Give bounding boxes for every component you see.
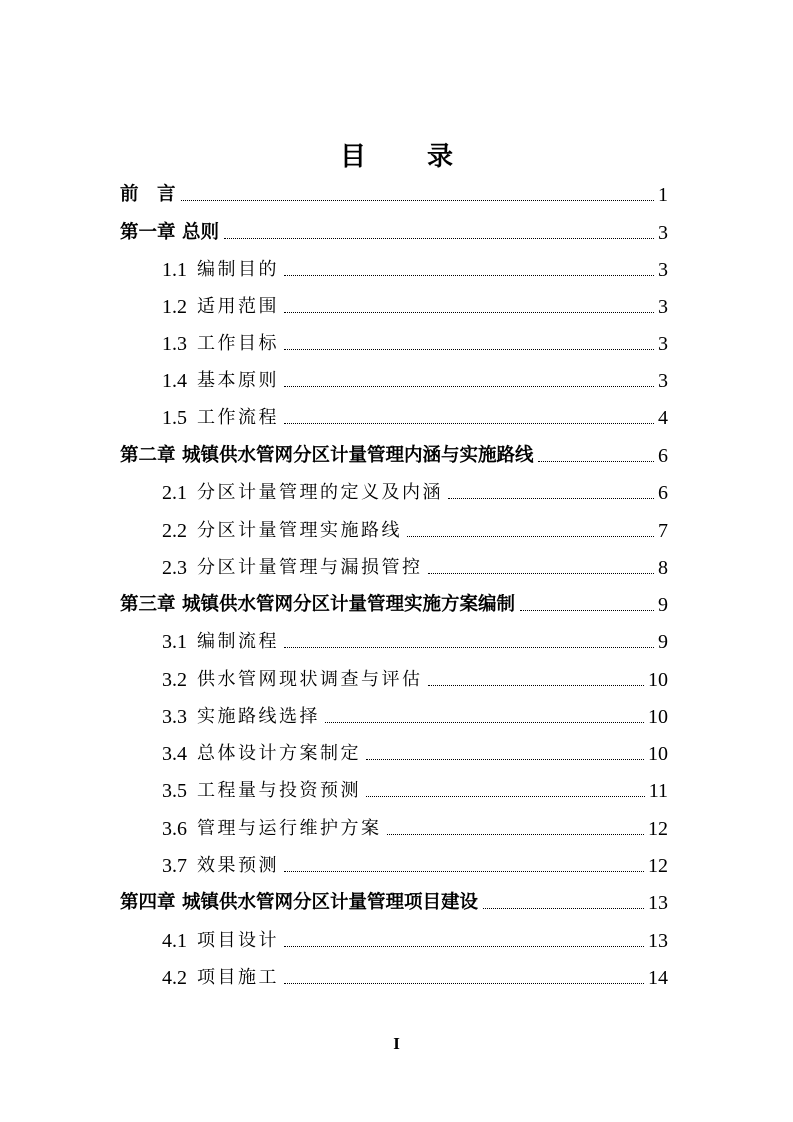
toc-entry-number: 3.7 <box>162 855 187 877</box>
toc-entry[interactable] <box>162 739 668 765</box>
toc-entry[interactable] <box>162 702 668 728</box>
toc-entry[interactable] <box>162 366 668 392</box>
toc-entry-label: 项目设计 <box>197 930 279 951</box>
toc-entry-number: 2.3 <box>162 557 187 579</box>
toc-entry[interactable] <box>162 851 668 877</box>
toc-entry-page: 7 <box>658 520 668 542</box>
toc-leader-dots <box>483 907 644 909</box>
toc-leader-dots <box>284 422 654 424</box>
toc-entry-number: 2.2 <box>162 520 187 542</box>
toc-entry-number: 1.4 <box>162 370 187 392</box>
toc-entry-label: 实施路线选择 <box>197 706 320 727</box>
toc-entry-number: 3.3 <box>162 706 187 728</box>
toc-entry-label: 分区计量管理的定义及内涵 <box>197 482 443 503</box>
toc-entry-page: 10 <box>648 706 668 728</box>
toc-entry-label: 编制目的 <box>197 259 279 280</box>
toc-entry[interactable] <box>162 627 668 653</box>
toc-leader-dots <box>366 758 644 760</box>
toc-leader-dots <box>284 311 654 313</box>
toc-entry[interactable] <box>120 590 668 616</box>
toc-entry[interactable] <box>120 888 668 914</box>
toc-entry[interactable] <box>162 665 668 691</box>
toc-entry-number: 3.1 <box>162 631 187 653</box>
toc-leader-dots <box>428 684 645 686</box>
toc-entry[interactable] <box>162 553 668 579</box>
toc-entry-label: 前 言 <box>120 184 176 205</box>
toc-entry-page: 3 <box>658 222 668 244</box>
toc-entry-page: 3 <box>658 370 668 392</box>
toc-leader-dots <box>325 721 644 723</box>
toc-entry-page: 4 <box>658 407 668 429</box>
toc-entry[interactable] <box>162 926 668 952</box>
toc-entry-number: 3.4 <box>162 743 187 765</box>
toc-entry-number: 3.6 <box>162 818 187 840</box>
toc-entry-page: 13 <box>648 892 668 914</box>
toc-entry-page: 3 <box>658 259 668 281</box>
toc-entry-label: 第三章 城镇供水管网分区计量管理实施方案编制 <box>120 594 515 615</box>
toc-entry-label: 管理与运行维护方案 <box>197 818 382 839</box>
toc-entry-number: 1.3 <box>162 333 187 355</box>
toc-entry-page: 12 <box>648 855 668 877</box>
toc-entry[interactable] <box>162 963 668 989</box>
toc-entry-page: 12 <box>648 818 668 840</box>
toc-entry-page: 6 <box>658 445 668 467</box>
toc-entry-number: 1.2 <box>162 296 187 318</box>
toc-entry-number: 3.2 <box>162 669 187 691</box>
toc-entry[interactable] <box>162 292 668 318</box>
toc-leader-dots <box>538 460 654 462</box>
toc-entry-page: 9 <box>658 631 668 653</box>
toc-title: 目 录 <box>339 142 480 172</box>
toc-entry-label: 效果预测 <box>197 855 279 876</box>
toc-entry-number: 1.1 <box>162 259 187 281</box>
toc-entry-label: 项目施工 <box>197 967 279 988</box>
toc-entry-label: 分区计量管理与漏损管控 <box>197 557 423 578</box>
toc-entry-page: 3 <box>658 296 668 318</box>
toc-leader-dots <box>284 945 644 947</box>
toc-entry[interactable] <box>162 329 668 355</box>
toc-entry-label: 编制流程 <box>197 631 279 652</box>
toc-entry-page: 10 <box>648 669 668 691</box>
toc-leader-dots <box>407 535 654 537</box>
toc-entry[interactable] <box>162 403 668 429</box>
toc-entry[interactable] <box>120 441 668 467</box>
toc-entry-number: 2.1 <box>162 482 187 504</box>
toc-entry[interactable] <box>120 180 668 206</box>
toc-entry[interactable] <box>162 478 668 504</box>
toc-entry-number: 4.2 <box>162 967 187 989</box>
toc-leader-dots <box>520 609 654 611</box>
toc-entry-page: 11 <box>648 780 668 802</box>
toc-entry-page: 6 <box>658 482 668 504</box>
toc-entry[interactable] <box>162 516 668 542</box>
toc-entry-page: 13 <box>648 930 668 952</box>
toc-entry-page: 14 <box>648 967 668 989</box>
toc-entry-page: 8 <box>658 557 668 579</box>
toc-leader-dots <box>284 348 654 350</box>
toc-entry-label: 总体设计方案制定 <box>197 743 361 764</box>
toc-entry[interactable] <box>120 218 668 244</box>
toc-leader-dots <box>284 870 644 872</box>
toc-entry-label: 分区计量管理实施路线 <box>197 520 402 541</box>
toc-entry[interactable] <box>162 776 668 802</box>
toc-leader-dots <box>366 795 645 797</box>
toc-entry-label: 第一章 总则 <box>120 222 219 243</box>
page-number-footer: I <box>393 1034 400 1053</box>
toc-entry-number: 4.1 <box>162 930 187 952</box>
toc-leader-dots <box>224 237 654 239</box>
toc-entry-page: 3 <box>658 333 668 355</box>
toc-entry-label: 适用范围 <box>197 296 279 317</box>
toc-entry-label: 基本原则 <box>197 370 279 391</box>
toc-entry-label: 工作流程 <box>197 407 279 428</box>
toc-leader-dots <box>284 982 644 984</box>
toc-entry-page: 1 <box>658 184 668 206</box>
toc-leader-dots <box>284 646 654 648</box>
toc-entry-label: 工作目标 <box>197 333 279 354</box>
toc-entry-label: 供水管网现状调查与评估 <box>197 669 423 690</box>
toc-leader-dots <box>448 497 654 499</box>
toc-entry[interactable] <box>162 255 668 281</box>
toc-entry-number: 3.5 <box>162 780 187 802</box>
toc-entry-label: 第四章 城镇供水管网分区计量管理项目建设 <box>120 892 478 913</box>
toc-entry-label: 第二章 城镇供水管网分区计量管理内涵与实施路线 <box>120 445 534 466</box>
toc-entry-number: 1.5 <box>162 407 187 429</box>
toc-leader-dots <box>181 199 654 201</box>
toc-entry-page: 9 <box>658 594 668 616</box>
toc-leader-dots <box>284 385 654 387</box>
toc-entry-page: 10 <box>648 743 668 765</box>
toc-entry[interactable] <box>162 814 668 840</box>
toc-leader-dots <box>387 833 645 835</box>
toc-leader-dots <box>428 572 655 574</box>
toc-leader-dots <box>284 274 654 276</box>
toc-entry-label: 工程量与投资预测 <box>197 780 361 801</box>
